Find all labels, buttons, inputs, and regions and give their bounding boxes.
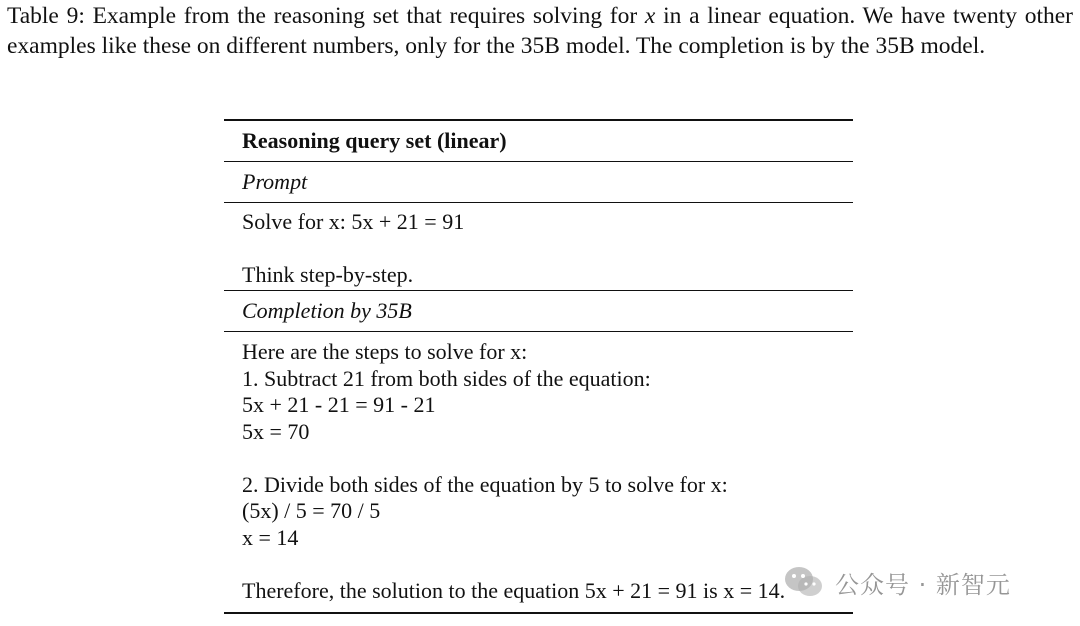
completion-blank-line [242,445,853,472]
completion-line: x = 14 [242,524,299,550]
prompt-blank-line [242,236,853,263]
completion-blank-line [242,551,853,578]
table-header [224,121,853,161]
caption-variable: x [644,3,656,29]
caption-text-end: in a linear equation. We have twenty other examples like these on different numbers, only for the 35B model. The completion is by the 35B model. [7,3,1073,59]
completion-line: 2. Divide both sides of the equation by 5 to solve for x: [242,471,728,497]
completion-label: Completion by 35B [242,297,412,323]
completion-line: 5x = 70 [242,418,310,444]
completion-content [224,332,853,612]
wechat-icon [783,564,825,600]
prompt-line: Solve for x: 5x + 21 = 91 [242,209,465,234]
watermark [783,560,1011,604]
caption-text-start: Table 9: Example from the reasoning set that requires solving for [7,3,645,29]
prompt-label-row [224,162,853,202]
completion-label-row [224,291,853,331]
prompt-label: Prompt [242,168,308,194]
table-caption [7,2,1073,61]
completion-line: 5x + 21 - 21 = 91 - 21 [242,392,436,417]
table-bottom-rule [224,612,853,614]
prompt-content [224,203,853,290]
prompt-line: Think step-by-step. [242,262,414,287]
completion-line: Here are the steps to solve for x: [242,339,528,364]
watermark-text: 公众号 · 新智元 [835,570,1011,599]
completion-line: Therefore, the solution to the equation 5x + 21 = 91 is x = 14. [242,577,786,603]
reasoning-query-table [224,119,853,614]
completion-line: (5x) / 5 = 70 / 5 [242,498,381,523]
completion-line: 1. Subtract 21 from both sides of the equation: [242,365,651,391]
table-header-text: Reasoning query set (linear) [242,127,507,153]
